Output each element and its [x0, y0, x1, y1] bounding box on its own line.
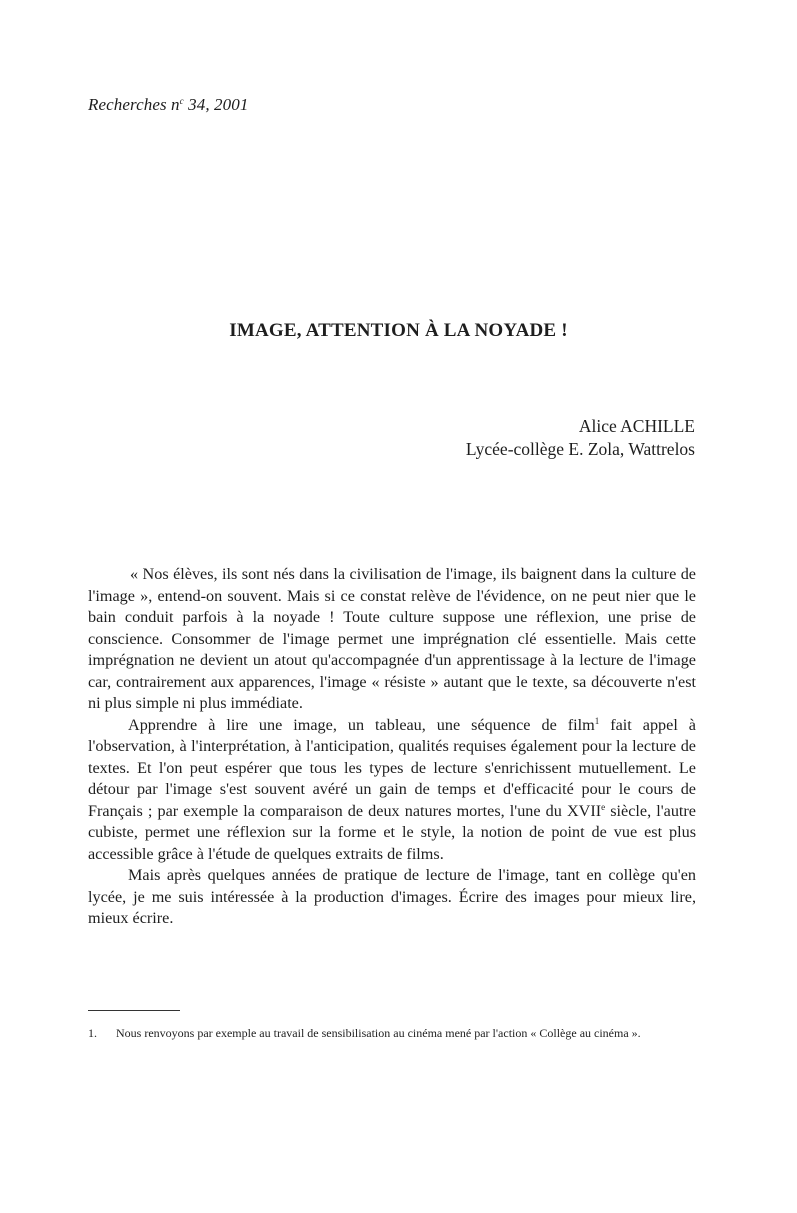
article-title: IMAGE, ATTENTION À LA NOYADE !: [229, 320, 568, 341]
journal-name: Recherches n: [88, 95, 180, 114]
paragraph-3: Mais après quelques années de pratique de lecture de l'image, tant en collège qu'en lycée, je me suis intéressée à la production d'images. Écrire des images pour mieux lire, mieux écrire.: [88, 866, 696, 927]
journal-header: [88, 95, 248, 115]
paragraph-2-text-a: Apprendre à lire une image, un tableau, une séquence de film: [128, 715, 595, 734]
author-affiliation: Lycée-collège E. Zola, Wattrelos: [465, 439, 695, 459]
paragraph-2-text-c: siècle, l'autre cubiste, permet une réflexion sur la forme et le style, la notion de point de vue est plus accessible grâce à l'étude de quelques extraits de films.: [88, 801, 696, 863]
article-body: [88, 564, 696, 930]
footnote: [88, 1025, 696, 1041]
footnote-number: 1.: [88, 1026, 97, 1040]
century-superscript: e: [601, 801, 606, 812]
paragraph-2: [88, 715, 696, 866]
footnote-divider: [88, 1010, 180, 1011]
footnote-reference[interactable]: 1: [594, 715, 600, 726]
paragraph-1: « Nos élèves, ils sont nés dans la civilisation de l'image, ils baignent dans la culture de l'image », entend-on souvent. Mais si ce constat relève de l'évidence, on ne peut nier que le bain conduit parfois à la noyade ! Toute culture suppose une réflexion, une prise de conscience. Consommer de l'image permet une imprégnation clé essentielle. Mais cette imprégnation ne devient un atout qu'accompagnée d'un apprentissage à la lecture de l'image car, contrairement aux apparences, l'image « résiste » autant que le texte, sa découverte n'est ni plus simple ni plus immédiate.: [88, 565, 696, 712]
author-name: Alice ACHILLE: [578, 416, 695, 436]
paragraph-2-text-b: fait appel à l'observation, à l'interprétation, à l'anticipation, qualités requises également pour la lecture de textes. Et l'on peut espérer que tous les types de lecture s'enrichissent mutuellement. Le détour par l'image s'est souvent avéré un gain de temps et d'efficacité pour le cours de Français ; par exemple la comparaison de deux natures mortes, l'une du XVII: [88, 715, 696, 820]
author-block: [466, 415, 695, 461]
footnote-text: Nous renvoyons par exemple au travail de sensibilisation au cinéma mené par l'action « Collège au cinéma ».: [116, 1026, 641, 1040]
journal-issue: 34, 2001: [183, 95, 249, 114]
journal-number-superscript: c: [179, 96, 184, 106]
